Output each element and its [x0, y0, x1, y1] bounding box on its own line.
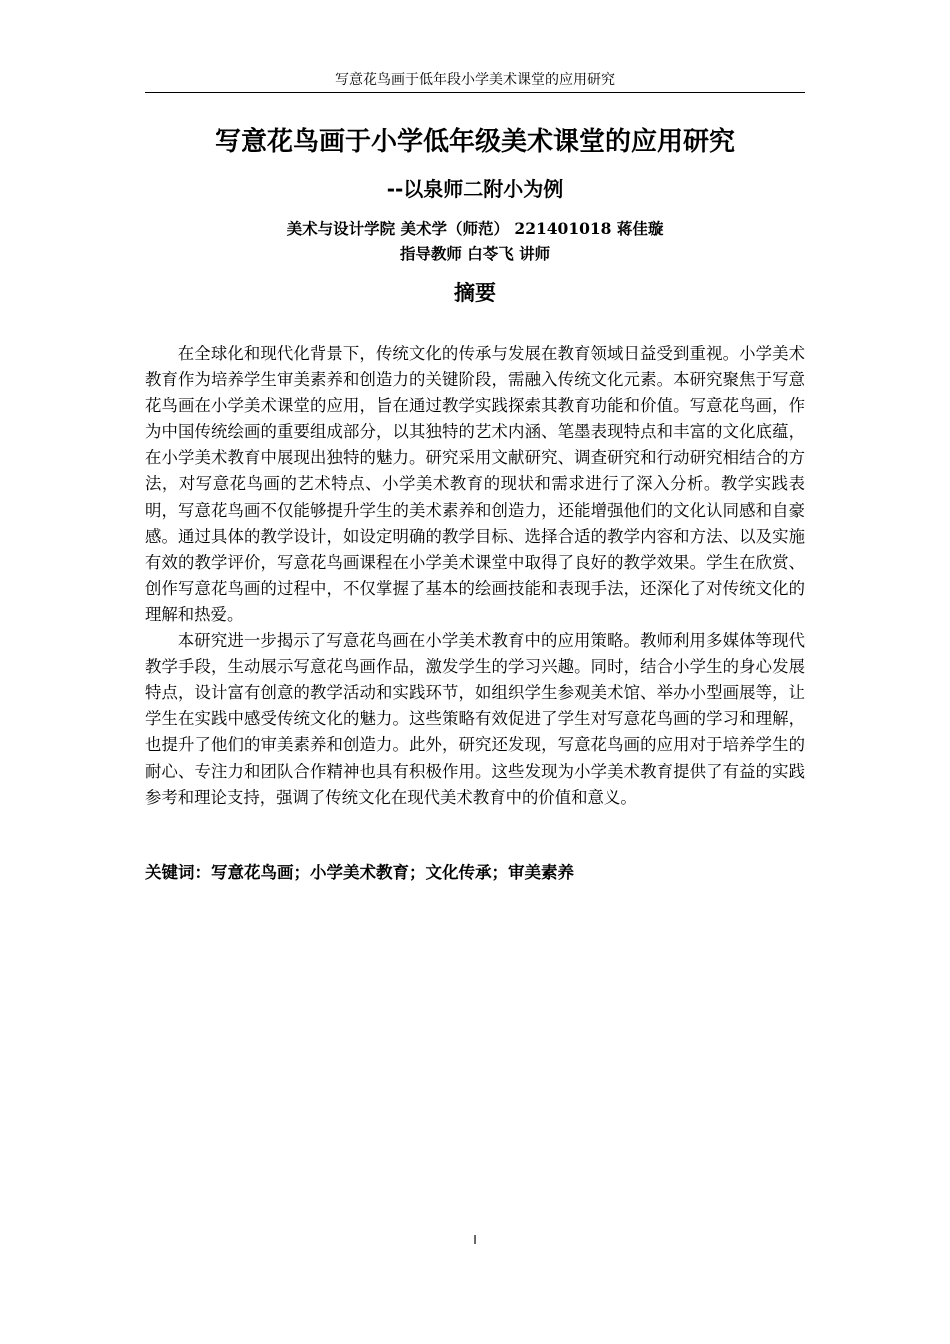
header-divider	[145, 92, 805, 93]
page-title: 写意花鸟画于小学低年级美术课堂的应用研究	[214, 127, 735, 157]
page-subtitle: --以泉师二附小为例	[386, 177, 564, 201]
page-number: I	[473, 1233, 477, 1247]
abstract-paragraph: 本研究进一步揭示了写意花鸟画在小学美术教育中的应用策略。教师利用多媒体等现代教学手段，生动展示写意花鸟画作品，激发学生的学习兴趣。同时，结合小学生的身心发展特点，设计富有创意的教学活动和实践环节，如组织学生参观美术馆、举办小型画展等，让学生在实践中感受传统文化的魅力。这些策略有效促进了学生对写意花鸟画的学习和理解，也提升了他们的审美素养和创造力。此外，研究还发现，写意花鸟画的应用对于培养学生的耐心、专注力和团队合作精神也具有积极作用。这些发现为小学美术教育提供了有益的实践参考和理论支持，强调了传统文化在现代美术教育中的价值和意义。	[145, 631, 805, 807]
keywords: 关键词：写意花鸟画；小学美术教育；文化传承；审美素养	[145, 863, 574, 882]
abstract-paragraph: 在全球化和现代化背景下，传统文化的传承与发展在教育领域日益受到重视。小学美术教育作为培养学生审美素养和创造力的关键阶段，需融入传统文化元素。本研究聚焦于写意花鸟画在小学美术课堂的应用，旨在通过教学实践探索其教育功能和价值。写意花鸟画，作为中国传统绘画的重要组成部分，以其独特的艺术内涵、笔墨表现特点和丰富的文化底蕴，在小学美术教育中展现出独特的魅力。研究采用文献研究、调查研究和行动研究相结合的方法，对写意花鸟画的艺术特点、小学美术教育的现状和需求进行了深入分析。教学实践表明，写意花鸟画不仅能够提升学生的美术素养和创造力，还能增强他们的文化认同感和自豪感。通过具体的教学设计，如设定明确的教学目标、选择合适的教学内容和方法、以及实施有效的教学评价，写意花鸟画课程在小学美术课堂中取得了良好的教学效果。学生在欣赏、创作写意花鸟画的过程中，不仅掌握了基本的绘画技能和表现手法，还深化了对传统文化的理解和热爱。	[145, 344, 805, 624]
advisor-info: 指导教师 白苓飞 讲师	[399, 244, 551, 263]
abstract-heading: 摘要	[454, 281, 496, 305]
author-info: 美术与设计学院 美术学（师范） 221401018 蒋佳璇	[286, 219, 664, 238]
running-header: 写意花鸟画于低年段小学美术课堂的应用研究	[335, 72, 615, 88]
abstract-body	[145, 341, 805, 811]
